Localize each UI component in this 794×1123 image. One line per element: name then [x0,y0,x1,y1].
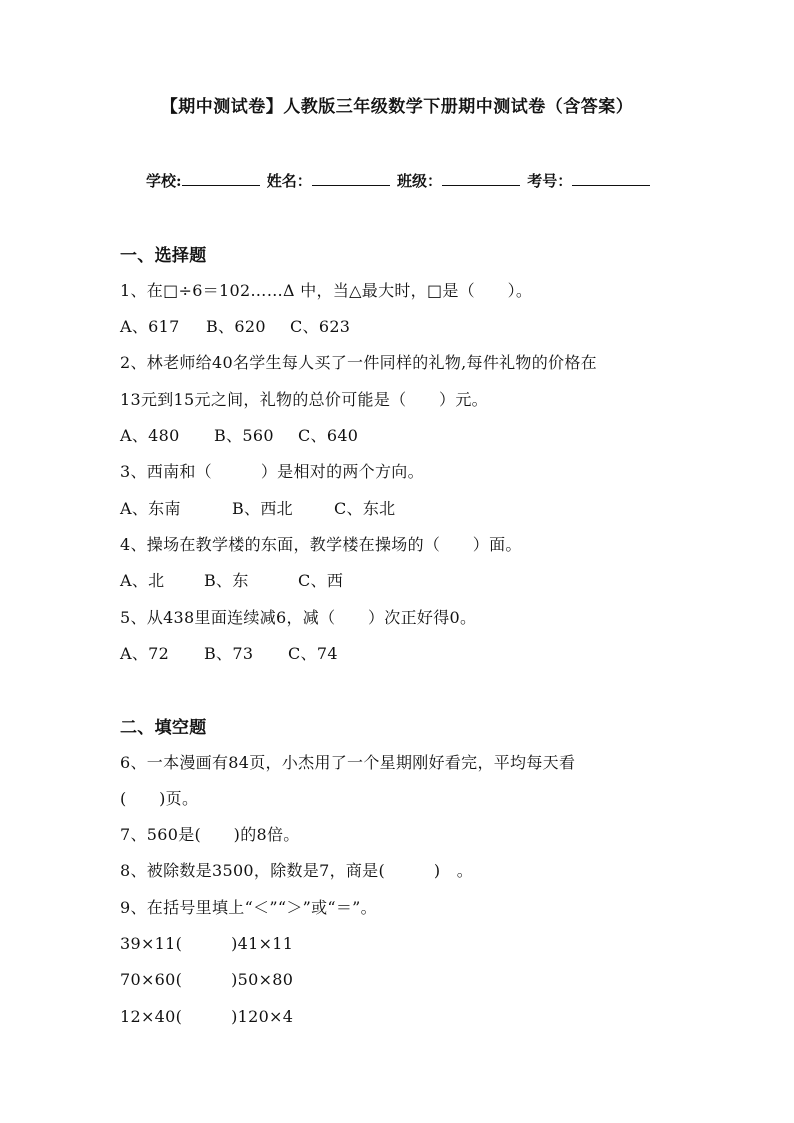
question-6-line-2: ( )页。 [120,789,199,808]
comparison-item-3: 12×40( )120×4 [120,1007,294,1026]
question-3-options [120,496,395,519]
question-2-line-2: 13元到15元之间，礼物的总价可能是（ ）元。 [120,390,488,409]
option-c: C、623 [290,317,351,336]
option-c: C、西 [298,571,344,590]
class-blank [442,170,520,186]
question-4: 4、操场在教学楼的东面，教学楼在操场的（ ）面。 [120,535,522,554]
name-label: 姓名： [266,172,312,190]
option-c: C、640 [298,426,359,445]
option-b: B、东 [204,571,249,590]
name-blank [312,170,390,186]
school-label: 学校: [146,172,182,190]
option-a: A、72 [120,644,170,663]
option-c: C、74 [288,644,338,663]
option-b: B、73 [204,644,254,663]
exam-number-label: 考号： [527,172,573,190]
option-c: C、东北 [334,499,396,518]
option-a: A、617 [120,317,180,336]
option-b: B、620 [206,317,266,336]
exam-number-blank [572,170,650,186]
page-title: 【期中测试卷】人教版三年级数学下册期中测试卷（含答案） [160,97,634,117]
question-2-options [120,423,358,446]
option-a: A、480 [120,426,180,445]
section-heading-fill-in: 二、填空题 [120,718,207,738]
question-5: 5、从438里面连续减6，减（ ）次正好得0。 [120,608,477,627]
option-b: B、560 [214,426,274,445]
question-4-options [120,568,343,591]
comparison-item-2: 70×60( )50×80 [120,970,294,989]
question-7: 7、560是( )的8倍。 [120,825,300,844]
section-heading-choice: 一、选择题 [120,246,207,266]
option-a: A、北 [120,571,165,590]
school-blank [182,170,260,186]
class-label: 班级： [397,172,443,190]
question-2-line-1: 2、林老师给40名学生每人买了一件同样的礼物,每件礼物的价格在 [120,353,597,372]
question-5-options [120,641,338,664]
option-b: B、西北 [232,499,293,518]
question-8: 8、被除数是3500，除数是7，商是( ) 。 [120,861,474,880]
question-9: 9、在括号里填上“＜”“＞”或“＝”。 [120,898,377,917]
option-a: A、东南 [120,499,181,518]
student-info-row [146,170,652,191]
question-6-line-1: 6、一本漫画有84页，小杰用了一个星期刚好看完，平均每天看 [120,753,576,772]
question-3: 3、西南和（ ）是相对的两个方向。 [120,462,424,481]
question-1: 1、在□÷6＝102……Δ 中，当△最大时，□是（ ）。 [120,281,533,300]
comparison-item-1: 39×11( )41×11 [120,934,294,953]
question-1-options [120,314,350,337]
